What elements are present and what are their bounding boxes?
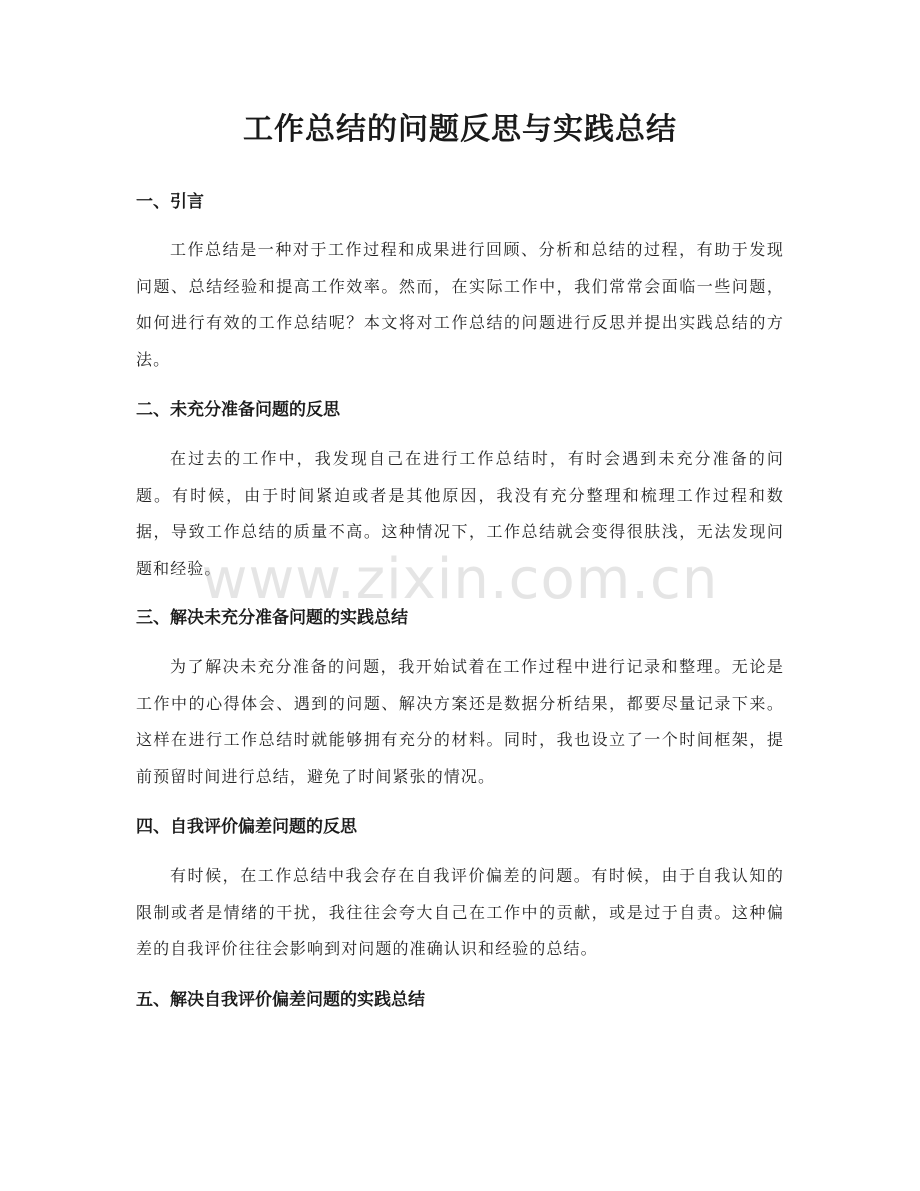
section-heading-preparation-practice: 三、解决未充分准备问题的实践总结 [136, 608, 408, 628]
section-paragraph-intro: 工作总结是一种对于工作过程和成果进行回顾、分析和总结的过程，有助于发现问题、总结经验和提高工作效率。然而，在实际工作中，我们常常会面临一些问题，如何进行有效的工作总结呢？本文将对工作总结的问题进行反思并提出实践总结的方法。 [136, 240, 784, 369]
section-heading-intro: 一、引言 [136, 192, 204, 212]
section-heading-self-evaluation-reflection: 四、自我评价偏差问题的反思 [136, 817, 357, 837]
section-heading-preparation-reflection: 二、未充分准备问题的反思 [136, 400, 340, 420]
document-title: 工作总结的问题反思与实践总结 [243, 112, 677, 147]
section-paragraph-preparation-reflection: 在过去的工作中，我发现自己在进行工作总结时，有时会遇到未充分准备的问题。有时候，由于时间紧迫或者是其他原因，我没有充分整理和梳理工作过程和数据，导致工作总结的质量不高。这种情况下，工作总结就会变得很肤浅，无法发现问题和经验。 [136, 449, 784, 578]
section-heading-self-evaluation-practice: 五、解决自我评价偏差问题的实践总结 [136, 990, 425, 1010]
watermark-text: www.zixin.com.cn [201, 547, 719, 612]
section-paragraph-preparation-practice: 为了解决未充分准备的问题，我开始试着在工作过程中进行记录和整理。无论是工作中的心得体会、遇到的问题、解决方案还是数据分析结果，都要尽量记录下来。这样在进行工作总结时就能够拥有充分的材料。同时，我也设立了一个时间框架，提前预留时间进行总结，避免了时间紧张的情况。 [136, 657, 784, 786]
section-paragraph-self-evaluation-reflection: 有时候，在工作总结中我会存在自我评价偏差的问题。有时候，由于自我认知的限制或者是情绪的干扰，我往往会夸大自己在工作中的贡献，或是过于自责。这种偏差的自我评价往往会影响到对问题的准确认识和经验的总结。 [136, 866, 784, 958]
